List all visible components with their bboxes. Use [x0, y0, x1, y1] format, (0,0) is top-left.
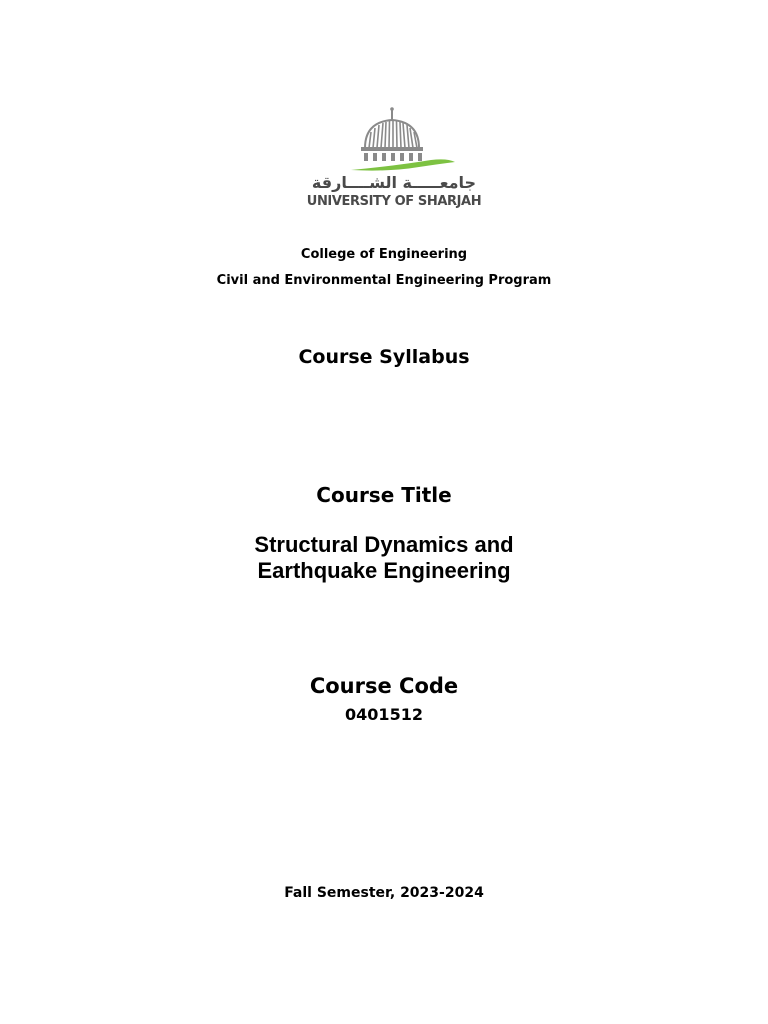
document-heading: Course Syllabus: [298, 346, 470, 368]
dome-emblem-icon: [299, 104, 489, 176]
program-name: Civil and Environmental Engineering Program: [216, 273, 552, 288]
course-title-line-1: Structural Dynamics and: [254, 532, 514, 557]
university-name-arabic: جامعـــــة الشــــارقة: [311, 173, 477, 192]
semester-text: Fall Semester, 2023-2024: [284, 885, 484, 901]
university-logo: [299, 104, 489, 216]
course-title-line-2: Earthquake Engineering: [257, 558, 511, 583]
course-code-label: Course Code: [309, 674, 459, 698]
course-title-label: Course Title: [316, 483, 452, 507]
college-name: College of Engineering: [300, 247, 468, 262]
course-code-value: 0401512: [345, 705, 423, 724]
university-name-english: UNIVERSITY OF SHARJAH: [306, 194, 482, 209]
